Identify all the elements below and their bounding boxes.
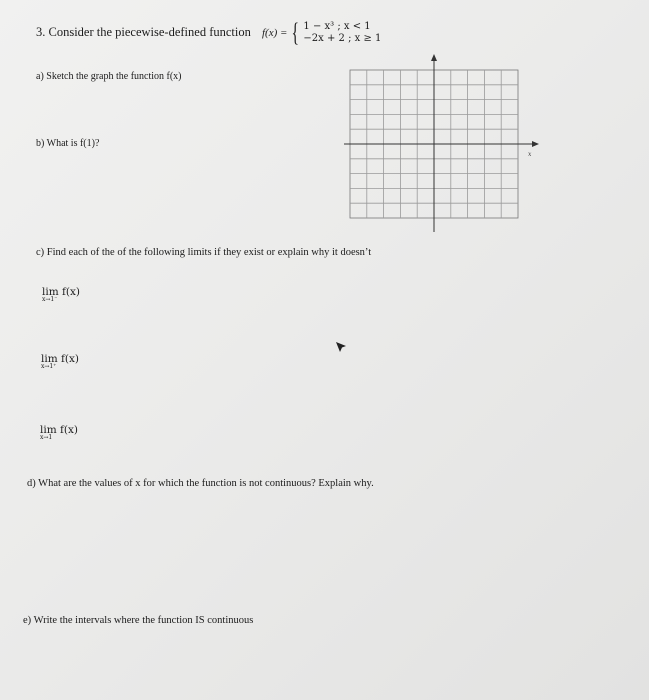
function-name: f(x) =	[262, 27, 288, 39]
limit-two-sided-expr: lim f(x)	[40, 424, 79, 436]
limit-right-sub: x→1⁺	[41, 363, 57, 370]
blank-graph	[342, 52, 542, 239]
limit-two-sided-sub: x→1	[40, 434, 53, 441]
part-e: e) Write the intervals where the function IS continuous	[23, 615, 254, 626]
part-d: d) What are the values of x for which the function is not continuous? Explain why.	[27, 478, 374, 489]
limit-left-sub: x→1⁻	[42, 296, 58, 303]
function-cases	[303, 21, 381, 45]
limit-left-expr: lim f(x)	[42, 286, 81, 298]
x-axis-label: x	[528, 151, 532, 158]
limit-right	[41, 353, 79, 370]
part-a: a) Sketch the graph the function f(x)	[36, 71, 182, 82]
question-title: 3. Consider the piecewise-defined function	[36, 25, 251, 39]
part-c: c) Find each of the of the following limits if they exist or explain why it doesn’t	[36, 247, 372, 258]
limit-right-expr: lim f(x)	[41, 353, 80, 365]
case-1: 1 − x³ ; x < 1	[303, 21, 371, 32]
case-2: −2x + 2 ; x ≥ 1	[303, 33, 382, 44]
limit-left	[42, 286, 80, 303]
graph-grid-svg	[342, 52, 542, 234]
limit-two-sided	[40, 424, 78, 441]
piecewise-function	[262, 18, 382, 47]
part-b: b) What is f(1)?	[36, 138, 100, 149]
y-axis-arrow	[431, 54, 437, 61]
mouse-cursor-icon	[334, 340, 348, 359]
brace: {	[291, 18, 300, 47]
x-axis-arrow	[532, 141, 539, 147]
